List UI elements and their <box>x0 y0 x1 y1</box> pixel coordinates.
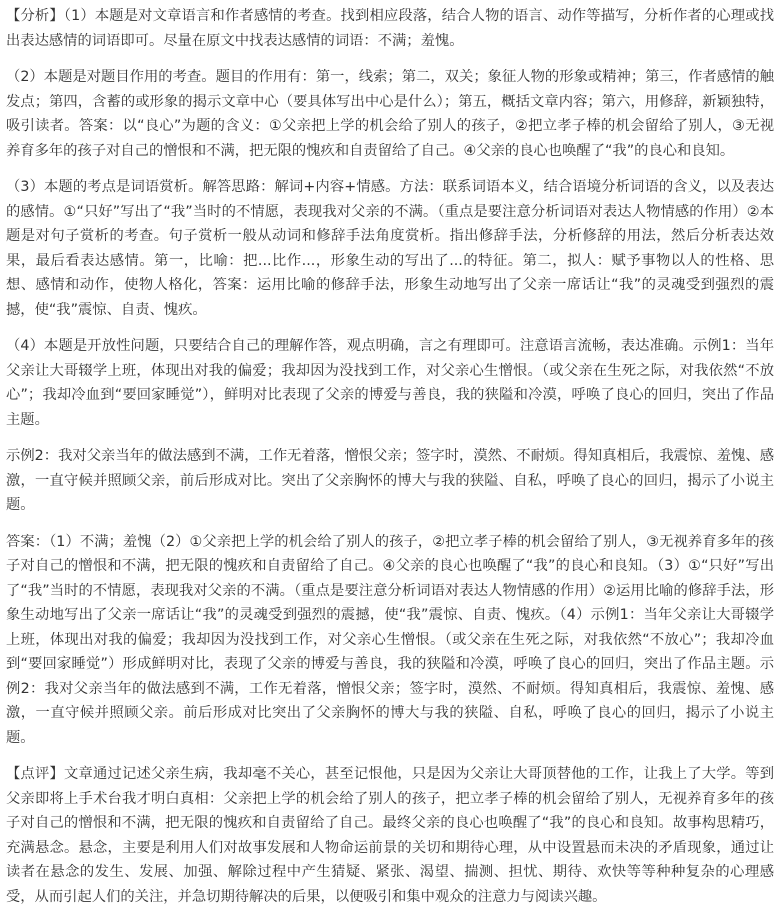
analysis-question-4-paragraph: （4）本题是开放性问题，只要结合自己的理解作答，观点明确，言之有理即可。注意语言流畅，表达准确。示例1：当年父亲让大哥辍学上班，体现出对我的偏爱；我却因为没找到工作，对父亲心生憎恨。（或父亲在生死之际，对我依然“不放心”；我却冷血到“要回家睡觉”），鲜明对比表现了父亲的博爱与善良，我的狭隘和冷漠，呼唤了良心的回归，突出了作品主题。 <box>6 338 774 428</box>
example-2-paragraph: 示例2：我对父亲当年的做法感到不满，工作无着落，憎恨父亲；签字时，漠然、不耐烦。得知真相后，我震惊、羞愧、感激，一直守候并照顾父亲，前后形成对比。突出了父亲胸怀的博大与我的狭隘、自私，呼唤了良心的回归，揭示了小说主题。 <box>6 448 774 513</box>
analysis-question-3-paragraph: （3）本题的考点是词语赏析。解答思路：解词+内容+情感。方法：联系词语本义，结合语境分析词语的含义，以及表达的感情。①“只好”写出了“我”当时的不情愿，表现我对父亲的不满。（重点是要注意分析词语对表达人物情感的作用）②本题是对句子赏析的考查。句子赏析一般从动词和修辞手法角度赏析。指出修辞手法，分析修辞的用法，然后分析表达效果，最后看表达感情。第一，比喻：把...比作...，形象生动的写出了...的特征。第二，拟人：赋予事物以人的性格、思想、感情和动作，使物人格化，答案：运用比喻的修辞手法，形象生动地写出了父亲一席话让“我”的灵魂受到强烈的震撼，使“我”震惊、自责、愧疚。 <box>6 179 774 318</box>
commentary-paragraph: 【点评】文章通过记述父亲生病，我却毫不关心，甚至记恨他，只是因为父亲让大哥顶替他的工作，让我上了大学。等到父亲即将上手术台我才明白真相：父亲把上学的机会给了别人的孩子，把立孝子棒的机会留给了别人，无视养育多年的孩子对自己的憎恨和不满，把无限的愧疚和自责留给了自己。最终父亲的良心也唤醒了“我”的良心和良知。故事构思精巧，充满悬念。悬念，主要是利用人们对故事发展和人物命运前景的关切和期待心理，从中设置悬而未决的矛盾现象，通过让读者在悬念的发生、发展、加强、解除过程中产生猜疑、紧张、渴望、揣测、担忧、期待、欢快等等种种复杂的心理感受，从而引起人们的关注，并急切期待解决的后果，以便吸引和集中观众的注意力与阅读兴趣。 <box>6 766 774 905</box>
analysis-intro-paragraph: 【分析】（1）本题是对文章语言和作者感情的考查。找到相应段落，结合人物的语言、动作等描写，分析作者的心理或找出表达感情的词语即可。尽量在原文中找表达感情的词语：不满；羞愧。 <box>6 8 774 49</box>
answer-paragraph: 答案：（1）不满；羞愧（2）①父亲把上学的机会给了别人的孩子，②把立孝子棒的机会留给了别人，③无视养育多年的孩子对自己的憎恨和不满，把无限的愧疚和自责留给了自己。④父亲的良心也唤醒了“我”的良心和良知。（3）①“只好”写出了“我”当时的不情愿，表现我对父亲的不满。（重点是要注意分析词语对表达人物情感的作用）②运用比喻的修辞手法，形象生动地写出了父亲一席话让“我”的灵魂受到强烈的震撼，使“我”震惊、自责、愧疚。（4）示例1：当年父亲让大哥辍学上班，体现出对我的偏爱；我却因为没找到工作，对父亲心生憎恨。（或父亲在生死之际，对我依然“不放心”；我却冷血到“要回家睡觉”）形成鲜明对比，表现了父亲的博爱与善良，我的狭隘和冷漠，呼唤了良心的回归，突出了作品主题。示例2：我对父亲当年的做法感到不满，工作无着落，憎恨父亲；签字时，漠然、不耐烦。得知真相后，我震惊、羞愧、感激，一直守候并照顾父亲。前后形成对比突出了父亲胸怀的博大与我的狭隘、自私，呼唤了良心的回归，揭示了小说主题。 <box>6 533 774 746</box>
analysis-question-2-paragraph: （2）本题是对题目作用的考查。题目的作用有：第一，线索；第二，双关；象征人物的形象或精神；第三，作者感情的触发点；第四，含蓄的或形象的揭示文章中心（要具体写出中心是什么）；第五，概括文章内容；第六，用修辞，新颖独特，吸引读者。答案：以“良心”为题的含义：①父亲把上学的机会给了别人的孩子，②把立孝子棒的机会留给了别人，③无视养育多年的孩子对自己的憎恨和不满，把无限的愧疚和自责留给了自己。④父亲的良心也唤醒了“我”的良心和良知。 <box>6 69 774 159</box>
